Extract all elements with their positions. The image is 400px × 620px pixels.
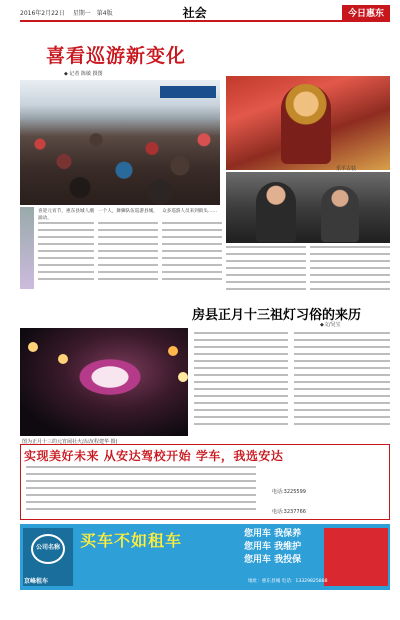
monkey-king-photo xyxy=(226,76,390,170)
page-number: 第4版 xyxy=(96,9,113,17)
photo-caption-right: 乐平古装 xyxy=(336,166,357,172)
article-intro-line: 喜迎元宵节，惠东县城人潮涌动， xyxy=(38,209,94,221)
page-header xyxy=(20,5,390,19)
article-text-lines xyxy=(294,332,390,438)
article-text-lines xyxy=(194,332,288,438)
article2-title: 房县正月十三祖灯习俗的来历 xyxy=(192,308,362,323)
rental-service-item: 您用车 我维护 xyxy=(244,542,302,552)
storefront-sign xyxy=(160,86,216,98)
street-lights xyxy=(28,342,38,352)
rental-brand: 京峰租车 xyxy=(24,578,49,585)
section-title: 社会 xyxy=(182,5,207,20)
article-text-lines xyxy=(162,222,222,292)
article-intro-line: 一个人，舞狮队伍巡游县城， xyxy=(98,209,158,214)
lantern-dragon-photo xyxy=(20,328,188,436)
dragon-lantern xyxy=(60,348,160,406)
ad-headline: 实现美好未来 从安达驾校开始 学车，我选安达 xyxy=(24,449,284,463)
rental-service-item: 您用车 我保养 xyxy=(244,529,302,539)
person-figure xyxy=(321,186,359,242)
article2-photo-caption: 图为正月十三的元宵闹社火活动(程建华 摄) xyxy=(22,439,118,445)
rental-promo-box xyxy=(324,528,388,586)
rental-service-item: 您用车 我投保 xyxy=(244,555,302,565)
header-rule xyxy=(20,20,390,22)
article-title: 喜看巡游新变化 xyxy=(46,45,187,67)
rental-headline: 买车不如租车 xyxy=(80,531,183,550)
article-text-lines xyxy=(226,246,306,298)
interview-photo xyxy=(226,172,390,243)
costumed-performer xyxy=(281,84,331,164)
ad-phone: 电话:3225599 xyxy=(272,489,306,495)
ad-text-lines xyxy=(26,466,256,516)
rental-logo-text: 公司名称 xyxy=(35,544,60,551)
article-text-lines xyxy=(98,222,158,292)
article-text-lines xyxy=(310,246,390,298)
article-byline: ◆ 记者 陈敏 摄图 xyxy=(64,71,103,77)
article2-byline: ◆文/吴宝 xyxy=(320,322,341,328)
article-text-lines xyxy=(38,222,94,292)
issue-date: 2016年2月22日 xyxy=(20,9,65,17)
rental-contact: 地址：惠东县城 电话：13329825888 xyxy=(248,579,328,584)
ad-phone: 电话:3237766 xyxy=(272,509,306,515)
crowd-photo xyxy=(20,80,220,205)
rental-services xyxy=(244,528,301,567)
article-intro-line: 众多巡游人员来到街头…… xyxy=(162,209,218,214)
person-figure xyxy=(256,182,296,242)
issue-weekday: 星期一 xyxy=(72,9,91,17)
side-photo-strip xyxy=(20,207,34,289)
newspaper-logo: 今日惠东 xyxy=(342,5,390,20)
crowd-figures xyxy=(20,118,220,206)
